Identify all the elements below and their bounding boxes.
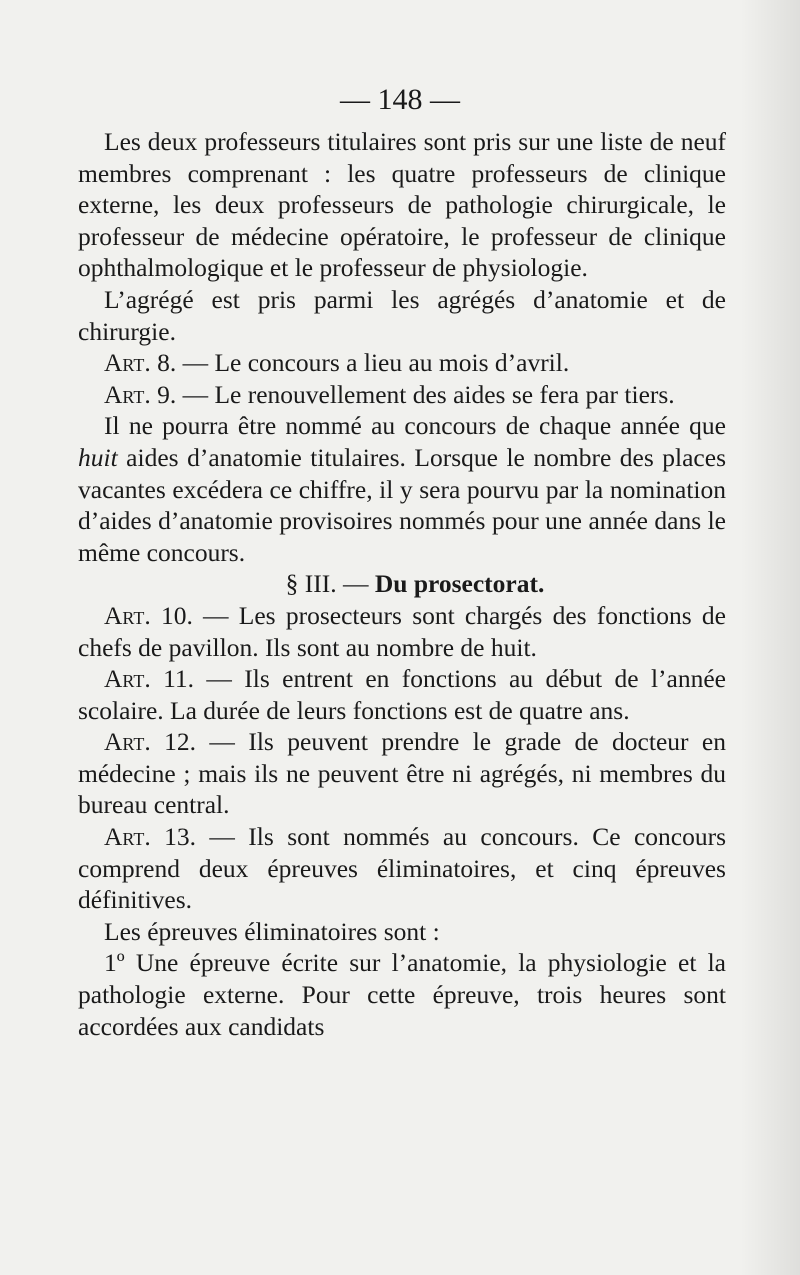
article-label: Art. 10. (104, 600, 193, 630)
article-10 (78, 600, 726, 663)
article-9 (78, 379, 726, 411)
article-text: — Le concours a lieu au mois d’avril. (176, 348, 570, 378)
article-13 (78, 821, 726, 916)
article-text: — Ils peuvent prendre le grade de docteur en médecine ; mais ils ne peuvent être ni agrégés, ni membres du bureau central. (78, 727, 726, 820)
article-label: Art. 13. (104, 822, 196, 852)
article-label: Art. 11. (104, 664, 195, 694)
emphasis-huit: huit (78, 442, 118, 472)
article-label: Art. 12. (104, 727, 197, 757)
page-number: — 148 — (340, 83, 460, 116)
paragraph-nomination (78, 410, 726, 568)
article-8 (78, 347, 726, 379)
article-11 (78, 663, 726, 726)
paragraph-text: Il ne pourra être nommé au concours de chaque année que (104, 411, 726, 441)
paragraph-epreuves: Les épreuves éliminatoires sont : (104, 916, 440, 946)
section-heading (78, 568, 726, 600)
article-text: — Ils entrent en fonctions au début de l’année scolaire. La durée de leurs fonctions est de quatre ans. (78, 664, 726, 725)
page-body (78, 126, 726, 1042)
paragraph-text: aides d’anatomie titulaires. Lorsque le nombre des places vacantes excédera ce chiffre, il y sera pourvu par la nomination d’aides d’anatomie provisoires nommés pour une année dans le même concours. (78, 442, 726, 567)
article-12 (78, 726, 726, 821)
section-title: Du prosectorat. (374, 569, 545, 599)
paragraph-epreuve-ecrite: 1º Une épreuve écrite sur l’anatomie, la physiologie et la pathologie externe. Pour cette épreuve, trois heures sont accordées aux candidats (78, 948, 726, 1041)
section-number: § III. — (285, 569, 375, 599)
article-text: — Ils sont nommés au concours. Ce concours comprend deux épreuves éliminatoires, et cinq épreuves définitives. (78, 822, 727, 915)
article-label: Art. 9. (104, 379, 177, 409)
article-text: — Le renouvellement des aides se fera par tiers. (176, 379, 675, 409)
article-label: Art. 8. (104, 348, 177, 378)
paragraph-agrege: L’agrégé est pris parmi les agrégés d’anatomie et de chirurgie. (78, 284, 726, 346)
article-text: — Les prosecteurs sont chargés des fonctions de chefs de pavillon. Ils sont au nombre de huit. (78, 600, 726, 662)
paragraph-professeurs: Les deux professeurs titulaires sont pris sur une liste de neuf membres comprenant : les quatre professeurs de clinique externe, les deux professeurs de pathologie chirurgicale, le professeur de médecine opératoire, le professeur de clinique ophthalmologique et le professeur de physiologie. (78, 127, 726, 283)
